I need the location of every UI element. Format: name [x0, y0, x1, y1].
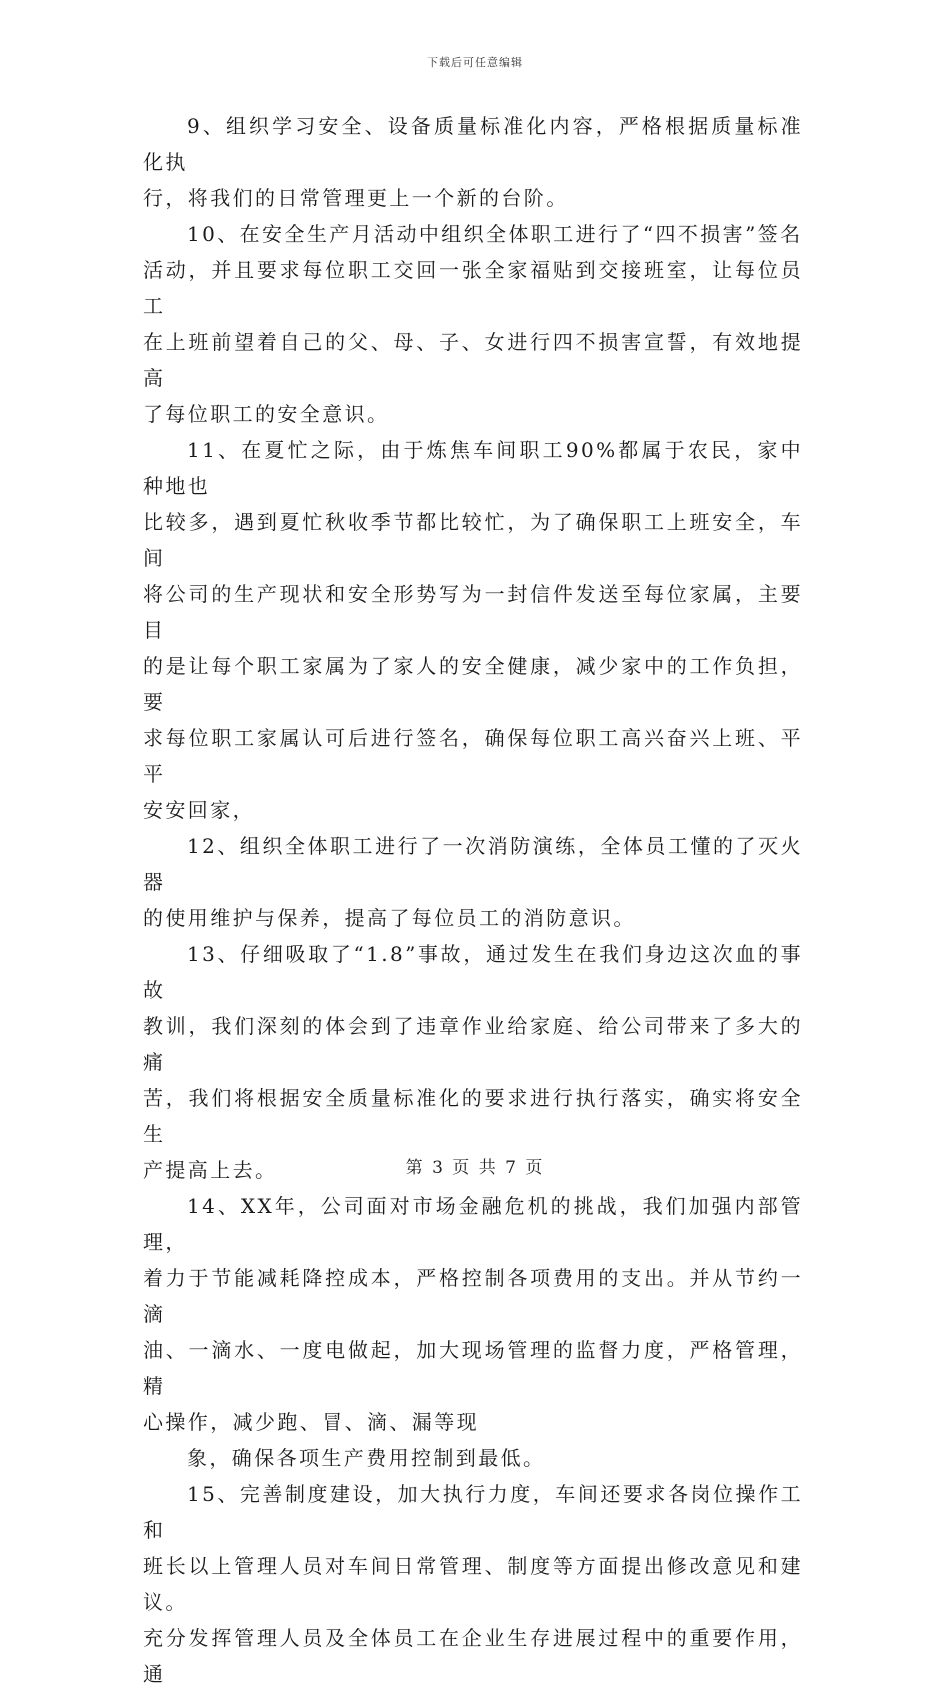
page-header-note: 下载后可任意编辑 — [427, 56, 523, 69]
paragraph-item-14: 14、XX年，公司面对市场金融危机的挑战，我们加强内部管理， 着力于节能减耗降控成本，严格控制各项费用的支出。并从节约一滴 油、一滴水、一度电做起，加大现场管理的监督力度，严格管理，精 心操作，减少跑、冒、滴、漏等现 — [143, 1194, 803, 1434]
paragraph-item-12: 12、组织全体职工进行了一次消防演练，全体员工懂的了灭火器 的使用维护与保养，提高了每位员工的消防意识。 — [143, 834, 803, 930]
paragraph-item-15: 15、完善制度建设，加大执行力度，车间还要求各岗位操作工和 班长以上管理人员对车间日常管理、制度等方面提出修改意见和建议。 充分发挥管理人员及全体员工在企业生存进展过程中的重要作用，通 — [143, 1482, 803, 1686]
document-body — [143, 108, 803, 1692]
paragraph-item-9: 9、组织学习安全、设备质量标准化内容，严格根据质量标准化执 行，将我们的日常管理更上一个新的台阶。 — [143, 114, 803, 210]
page-number-footer: 第 3 页 共 7 页 — [405, 1158, 545, 1178]
paragraph-item-10: 10、在安全生产月活动中组织全体职工进行了“四不损害”签名 活动，并且要求每位职工交回一张全家福贴到交接班室，让每位员工 在上班前望着自己的父、母、子、女进行四不损害宣誓，有效地提高 了每位职工的安全意识。 — [143, 222, 803, 426]
paragraph-item-13: 13、仔细吸取了“1.8”事故，通过发生在我们身边这次血的事故 教训，我们深刻的体会到了违章作业给家庭、给公司带来了多大的痛 苦，我们将根据安全质量标准化的要求进行执行落实，确实将安全生 产提高上去。 — [143, 942, 803, 1182]
paragraph-item-11: 11、在夏忙之际，由于炼焦车间职工90%都属于农民，家中种地也 比较多，遇到夏忙秋收季节都比较忙，为了确保职工上班安全，车间 将公司的生产现状和安全形势写为一封信件发送至每位家属，主要目 的是让每个职工家属为了家人的安全健康，减少家中的工作负担，要 求每位职工家属认可后进行签名，确保每位职工高兴奋兴上班、平平 安安回家， — [143, 438, 803, 822]
paragraph-item-14-continued: 象，确保各项生产费用控制到最低。 — [187, 1446, 546, 1470]
